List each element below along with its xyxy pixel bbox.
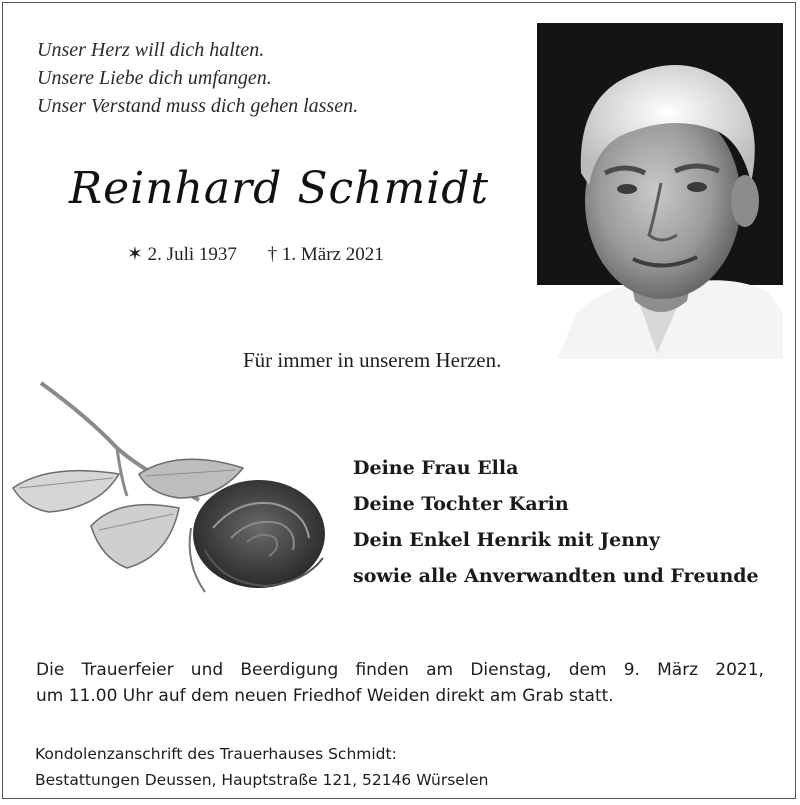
family-list bbox=[353, 450, 759, 594]
obituary-notice bbox=[2, 2, 796, 799]
funeral-home-address: Bestattungen Deussen, Hauptstraße 121, 52146 Würselen bbox=[35, 771, 489, 789]
poem-line: Unsere Liebe dich umfangen. bbox=[37, 67, 272, 89]
ceremony-word: März bbox=[657, 660, 699, 680]
rose-illustration bbox=[9, 378, 329, 608]
ceremony-word: Die bbox=[36, 660, 65, 680]
ceremony-info bbox=[36, 657, 764, 709]
family-member: sowie alle Anverwandten und Freunde bbox=[353, 565, 759, 587]
ceremony-word: Dienstag, bbox=[470, 660, 552, 680]
ceremony-word: und bbox=[190, 660, 224, 680]
ceremony-line-2: um 11.00 Uhr auf dem neuen Friedhof Weiden direkt am Grab statt. bbox=[36, 686, 614, 706]
ceremony-word: finden bbox=[355, 660, 409, 680]
portrait-photo bbox=[537, 23, 783, 359]
family-member: Dein Enkel Henrik mit Jenny bbox=[353, 529, 660, 551]
ceremony-word: am bbox=[426, 660, 454, 680]
family-member: Deine Tochter Karin bbox=[353, 493, 569, 515]
ceremony-line-1 bbox=[36, 657, 764, 683]
ceremony-word: 2021, bbox=[715, 660, 764, 680]
condolence-heading: Kondolenzanschrift des Trauerhauses Schmidt: bbox=[35, 745, 397, 763]
poem-line: Unser Herz will dich halten. bbox=[37, 39, 265, 61]
ceremony-word: 9. bbox=[623, 660, 640, 680]
ceremony-word: Trauerfeier bbox=[81, 660, 174, 680]
ceremony-word: dem bbox=[568, 660, 607, 680]
poem bbox=[37, 36, 358, 120]
tagline: Für immer in unserem Herzen. bbox=[243, 348, 502, 372]
ceremony-word: Beerdigung bbox=[240, 660, 339, 680]
deceased-name: Reinhard Schmidt bbox=[69, 163, 490, 214]
death-date: † 1. März 2021 bbox=[267, 244, 384, 265]
birth-date: ✶ 2. Juli 1937 bbox=[127, 244, 237, 265]
life-dates bbox=[127, 243, 384, 266]
poem-line: Unser Verstand muss dich gehen lassen. bbox=[37, 95, 359, 117]
condolence-address bbox=[35, 741, 488, 793]
family-member: Deine Frau Ella bbox=[353, 457, 519, 479]
